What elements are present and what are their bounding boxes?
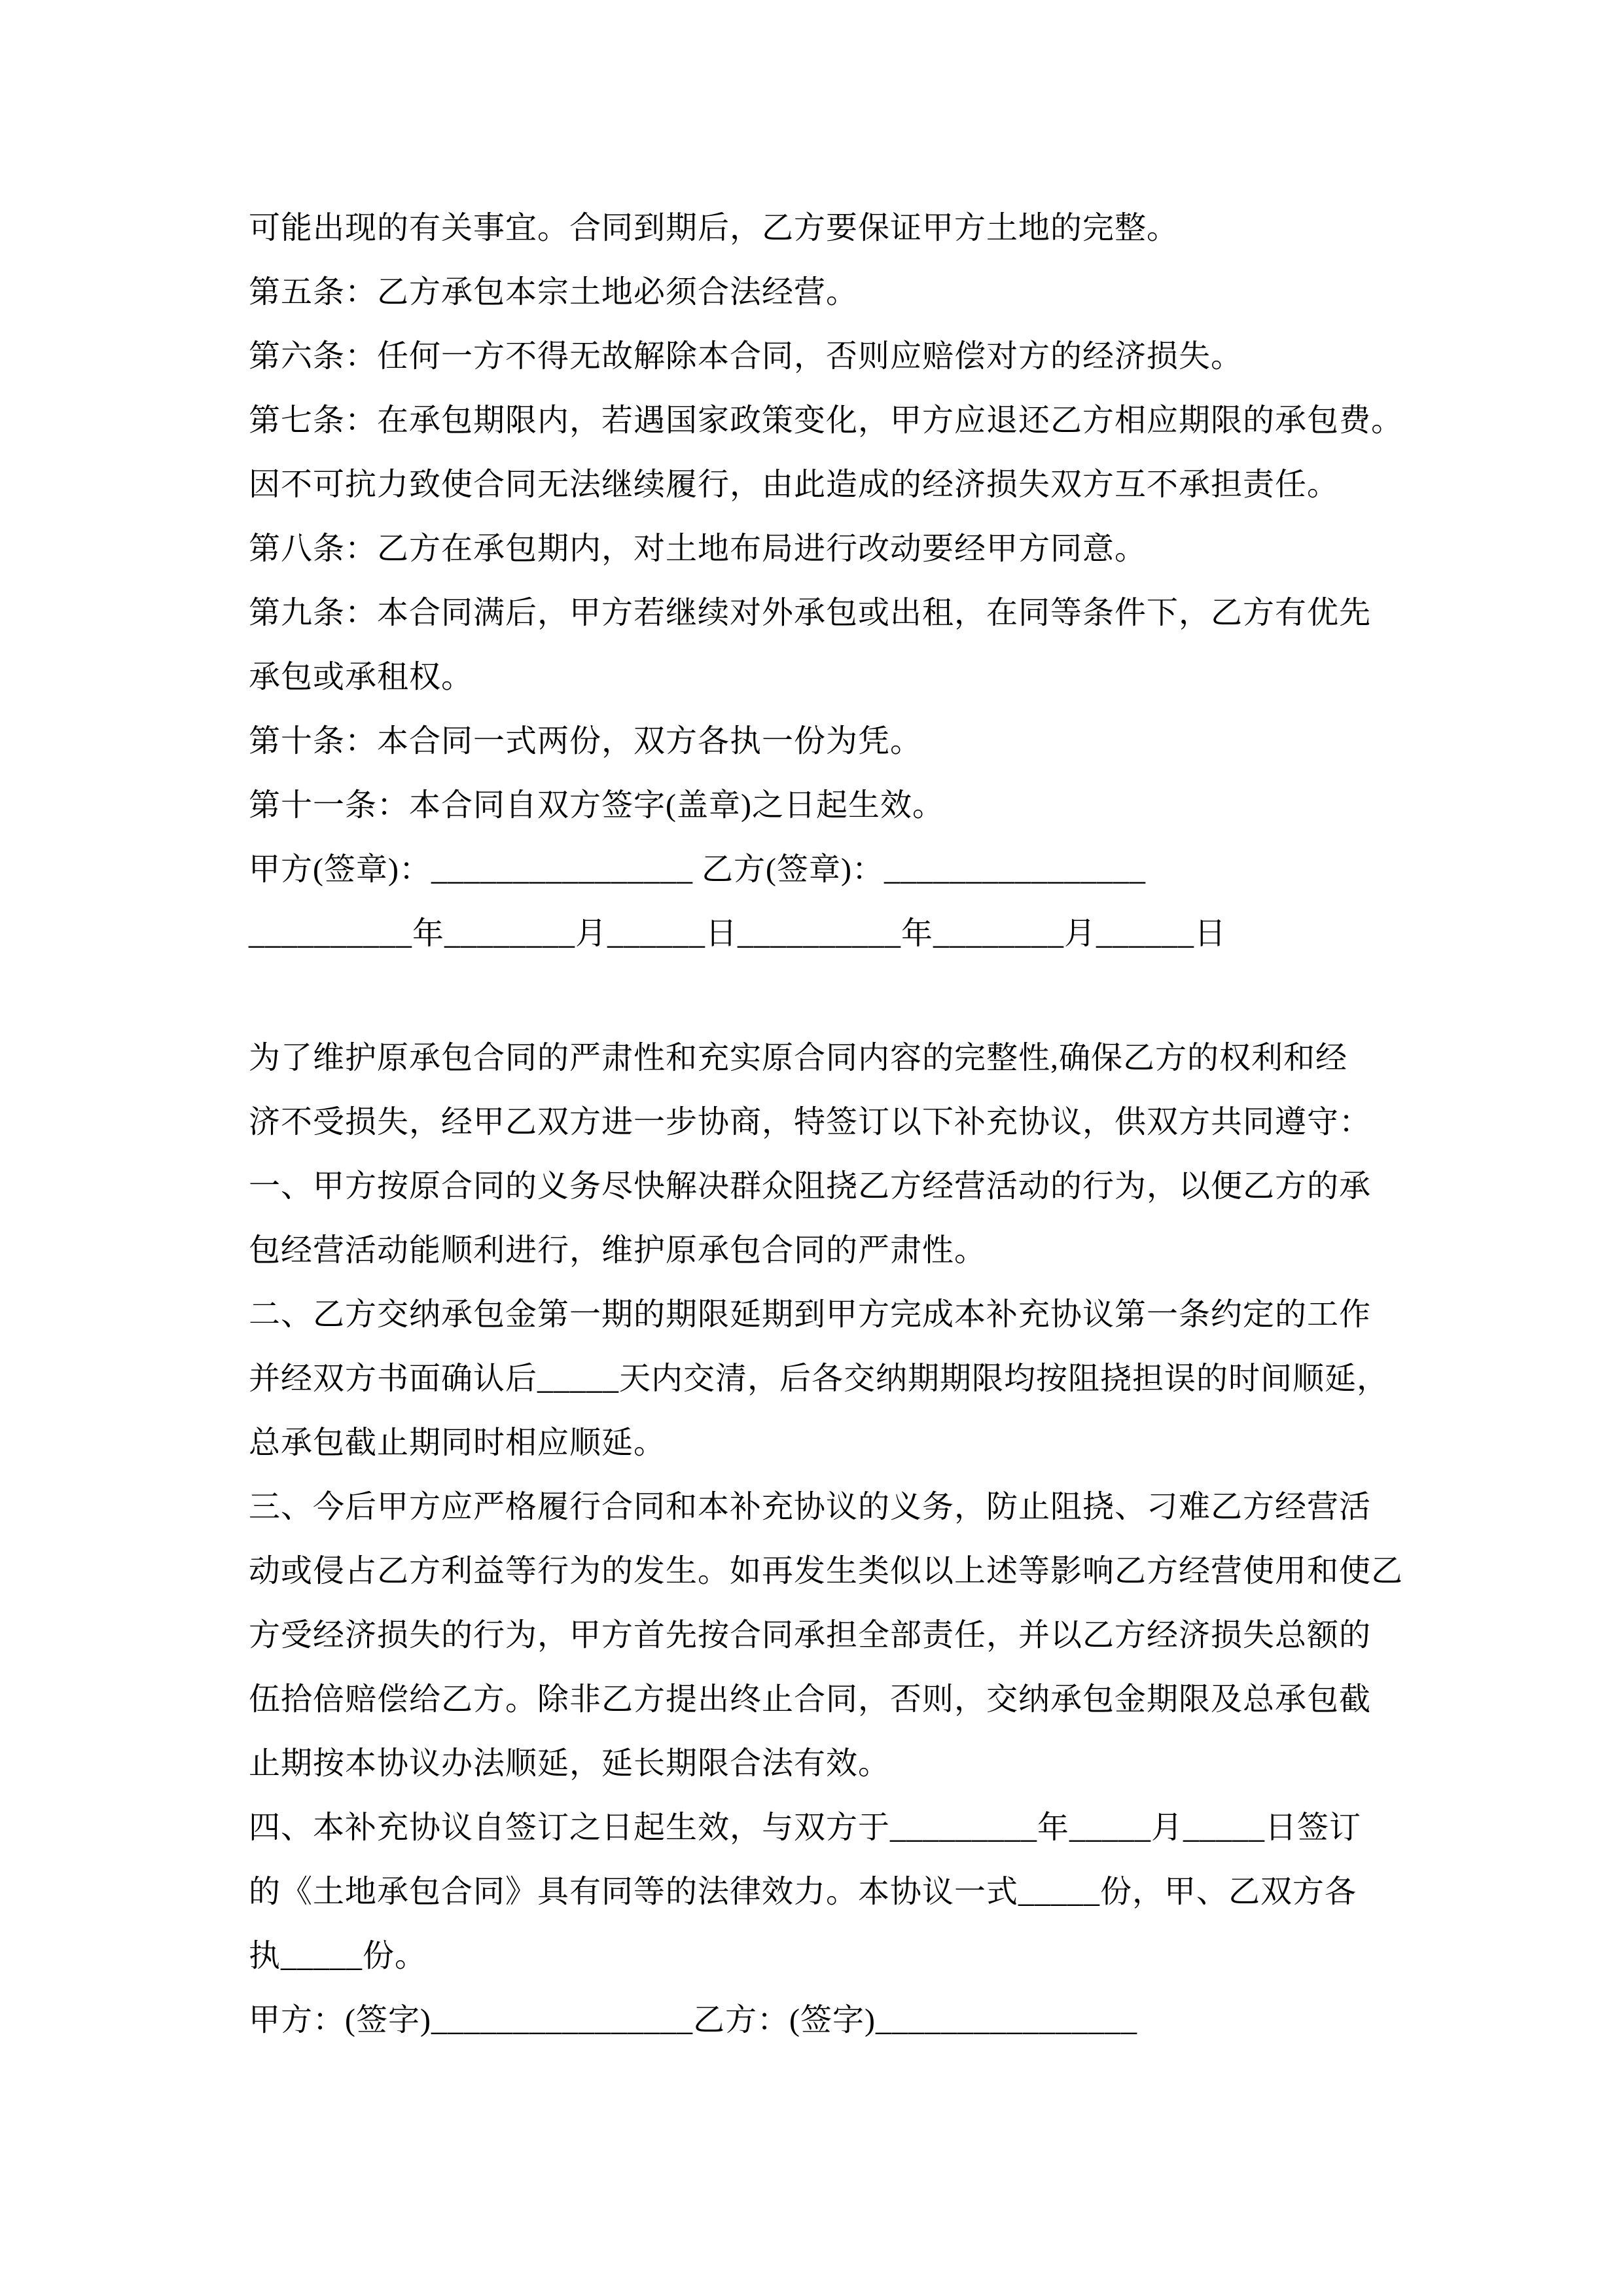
supplement-item-2-line-2: 并经双方书面确认后_____天内交清，后各交纳期期限均按阻挠担误的时间顺延， <box>249 1361 1389 1396</box>
clause-10: 第十条：本合同一式两份，双方各执一份为凭。 <box>249 724 923 759</box>
supplement-intro-line-1: 为了维护原承包合同的严肃性和充实原合同内容的完整性,确保乙方的权利和经 <box>249 1041 1348 1075</box>
supplement-item-2-line-3: 总承包截止期同时相应顺延。 <box>249 1426 666 1460</box>
supplement-item-3-line-4: 伍拾倍赔偿给乙方。除非乙方提出终止合同，否则，交纳承包金期限及总承包截 <box>249 1682 1372 1717</box>
signature-line-part1: 甲方(签章)：________________ 乙方(签章)：________________ <box>249 852 1146 887</box>
clause-7-line-1: 第七条：在承包期限内，若遇国家政策变化，甲方应退还乙方相应期限的承包费。 <box>249 403 1404 438</box>
supplement-item-4-line-1: 四、本补充协议自签订之日起生效，与双方于_________年_____月_____日签订 <box>249 1810 1362 1845</box>
supplement-item-1-line-1: 一、甲方按原合同的义务尽快解决群众阻挠乙方经营活动的行为，以便乙方的承 <box>249 1169 1372 1204</box>
supplement-item-3-line-1: 三、今后甲方应严格履行合同和本补充协议的义务，防止阻挠、刁难乙方经营活 <box>249 1490 1372 1524</box>
clause-11: 第十一条：本合同自双方签字(盖章)之日起生效。 <box>249 788 944 823</box>
supplement-intro-line-2: 济不受损失，经甲乙双方进一步协商，特签订以下补充协议，供双方共同遵守： <box>249 1105 1372 1139</box>
clause-5: 第五条：乙方承包本宗土地必须合法经营。 <box>249 275 859 310</box>
clause-8: 第八条：乙方在承包期内，对土地布局进行改动要经甲方同意。 <box>249 531 1147 566</box>
clause-7-line-2: 因不可抗力致使合同无法继续履行，由此造成的经济损失双方互不承担责任。 <box>249 467 1340 502</box>
clause-9-line-1: 第九条：本合同满后，甲方若继续对外承包或出租，在同等条件下，乙方有优先 <box>249 596 1372 630</box>
contract-continuation-line: 可能出现的有关事宜。合同到期后，乙方要保证甲方土地的完整。 <box>249 211 1179 245</box>
supplement-item-4-line-2: 的《土地承包合同》具有同等的法律效力。本协议一式_____份，甲、乙双方各 <box>249 1874 1357 1909</box>
date-line-part1: __________年________月______日__________年________月______日 <box>249 916 1227 951</box>
supplement-item-4-line-3: 执_____份。 <box>249 1939 427 1973</box>
section-gap <box>249 966 1407 1026</box>
signature-line-part2: 甲方：(签字)________________乙方：(签字)________________ <box>249 2003 1137 2037</box>
supplement-item-3-line-3: 方受经济损失的行为，甲方首先按合同承担全部责任，并以乙方经济损失总额的 <box>249 1618 1372 1653</box>
clause-6: 第六条：任何一方不得无故解除本合同，否则应赔偿对方的经济损失。 <box>249 339 1243 374</box>
supplement-item-3-line-2: 动或侵占乙方利益等行为的发生。如再发生类似以上述等影响乙方经营使用和使乙 <box>249 1554 1404 1588</box>
supplement-item-1-line-2: 包经营活动能顺利进行，维护原承包合同的严肃性。 <box>249 1233 987 1268</box>
supplement-item-3-line-5: 止期按本协议办法顺延，延长期限合法有效。 <box>249 1746 891 1781</box>
clause-9-line-2: 承包或承租权。 <box>249 660 474 694</box>
supplement-item-2-line-1: 二、乙方交纳承包金第一期的期限延期到甲方完成本补充协议第一条约定的工作 <box>249 1297 1372 1332</box>
contract-body <box>249 196 1407 2053</box>
